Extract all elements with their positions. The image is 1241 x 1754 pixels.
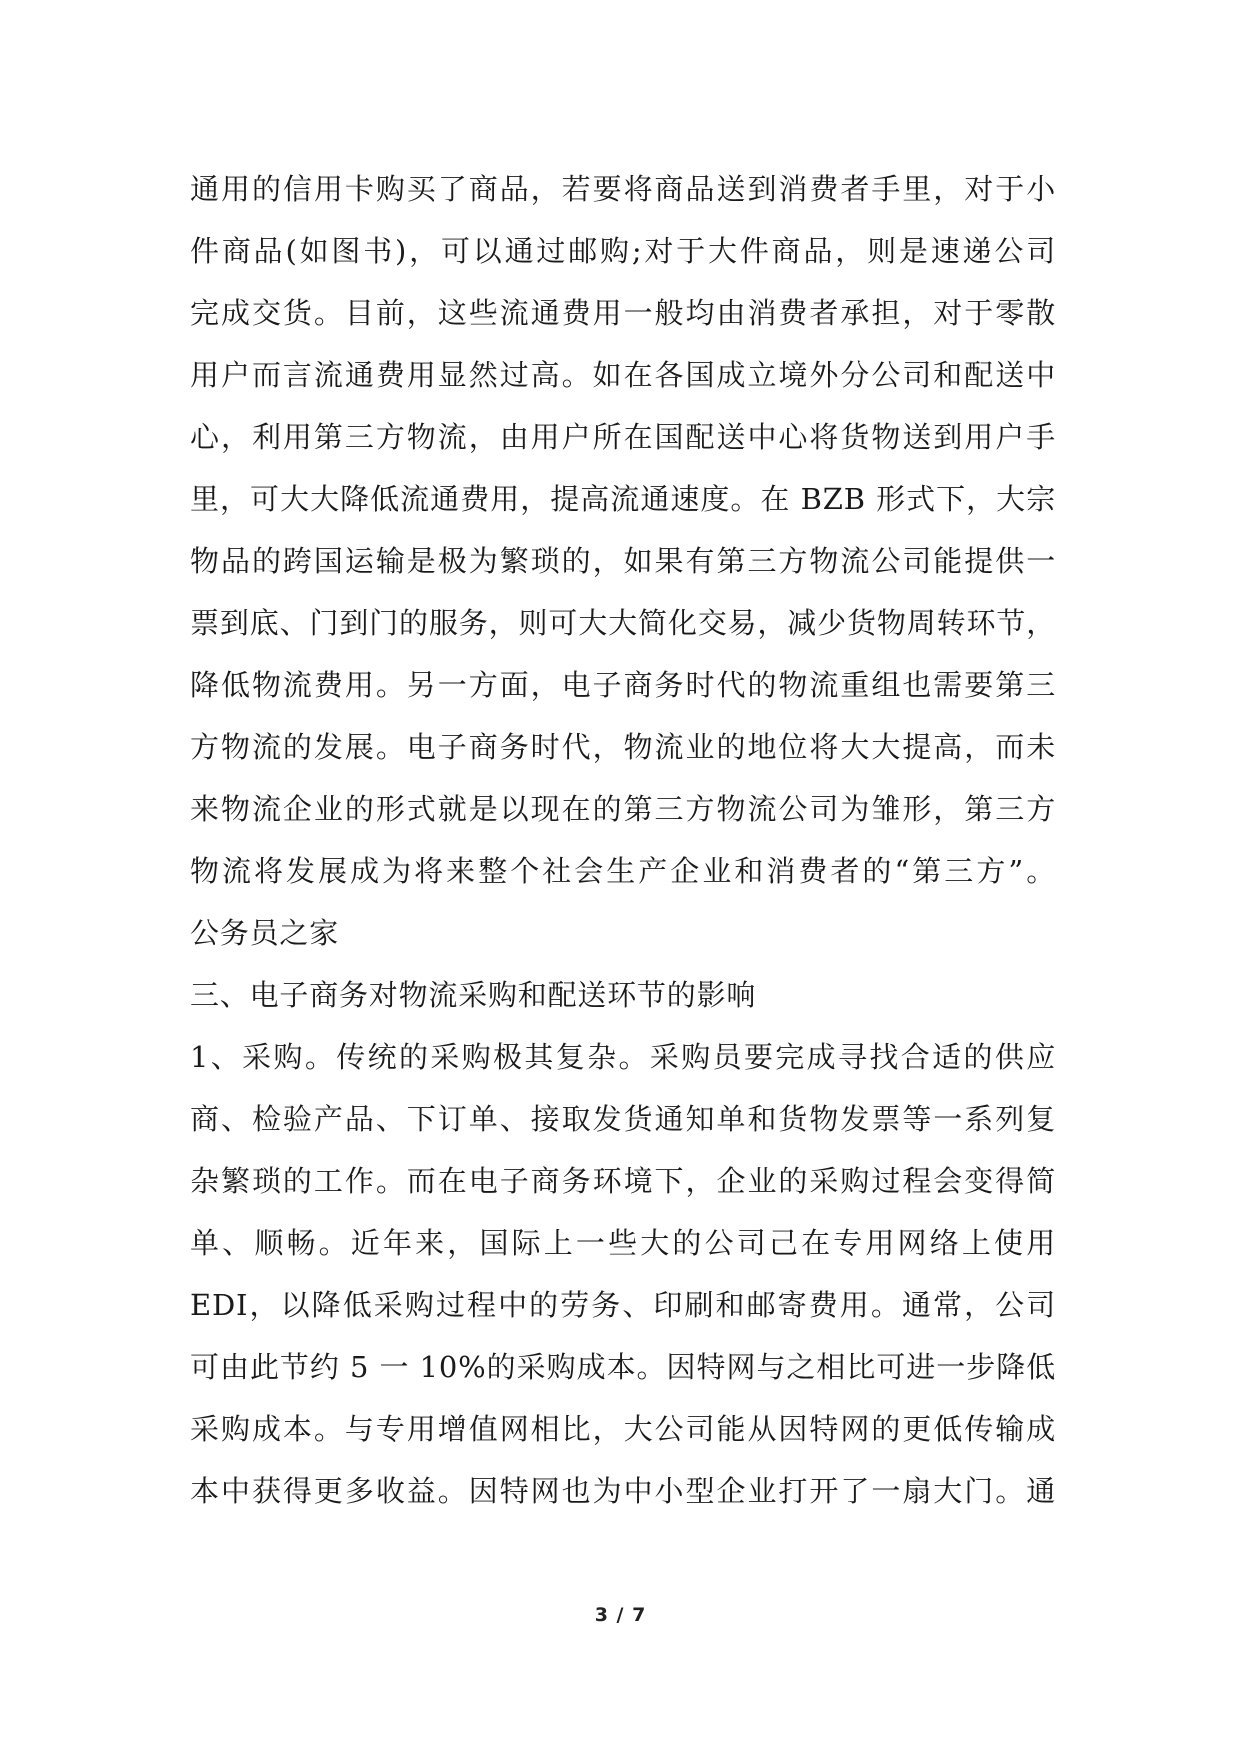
text-line-2: 件商品(如图书)，可以通过邮购;对于大件商品，则是速递公司 <box>190 234 1056 268</box>
text-line-15: 1、采购。传统的采购极其复杂。采购员要完成寻找合适的供应 <box>190 1040 1056 1074</box>
text-line-16: 商、检验产品、下订单、接取发货通知单和货物发票等一系列复 <box>190 1102 1056 1136</box>
text-line-19: EDI，以降低采购过程中的劳务、印刷和邮寄费用。通常，公司 <box>190 1288 1056 1322</box>
text-line-8: 票到底、门到门的服务，则可大大简化交易，减少货物周转环节， <box>190 606 1056 640</box>
text-line-12: 物流将发展成为将来整个社会生产企业和消费者的“第三方”。 <box>190 854 1056 888</box>
text-line-1: 通用的信用卡购买了商品，若要将商品送到消费者手里，对于小 <box>190 172 1056 206</box>
text-line-10: 方物流的发展。电子商务时代，物流业的地位将大大提高，而未 <box>190 730 1056 764</box>
text-line-18: 单、顺畅。近年来，国际上一些大的公司己在专用网络上使用 <box>190 1226 1056 1260</box>
text-line-11: 来物流企业的形式就是以现在的第三方物流公司为雏形，第三方 <box>190 792 1056 826</box>
text-line-22: 本中获得更多收益。因特网也为中小型企业打开了一扇大门。通 <box>190 1474 1056 1508</box>
text-line-5: 心，利用第三方物流，由用户所在国配送中心将货物送到用户手 <box>190 420 1056 454</box>
body-text <box>190 158 1056 1522</box>
text-line-20: 可由此节约 5 一 10%的采购成本。因特网与之相比可进一步降低 <box>190 1350 1056 1384</box>
text-line-7: 物品的跨国运输是极为繁琐的，如果有第三方物流公司能提供一 <box>190 544 1056 578</box>
section-heading: 三、电子商务对物流采购和配送环节的影响 <box>190 978 757 1012</box>
text-line-21: 采购成本。与专用增值网相比，大公司能从因特网的更低传输成 <box>190 1412 1056 1446</box>
text-line-17: 杂繁琐的工作。而在电子商务环境下，企业的采购过程会变得简 <box>190 1164 1056 1198</box>
text-line-9: 降低物流费用。另一方面，电子商务时代的物流重组也需要第三 <box>190 668 1056 702</box>
page-number: 3 / 7 <box>594 1604 647 1626</box>
text-line-6: 里，可大大降低流通费用，提高流通速度。在 BZB 形式下，大宗 <box>190 482 1056 516</box>
text-line-4: 用户而言流通费用显然过高。如在各国成立境外分公司和配送中 <box>190 358 1056 392</box>
source-note: 公务员之家 <box>190 916 340 950</box>
text-line-3: 完成交货。目前，这些流通费用一般均由消费者承担，对于零散 <box>190 296 1056 330</box>
